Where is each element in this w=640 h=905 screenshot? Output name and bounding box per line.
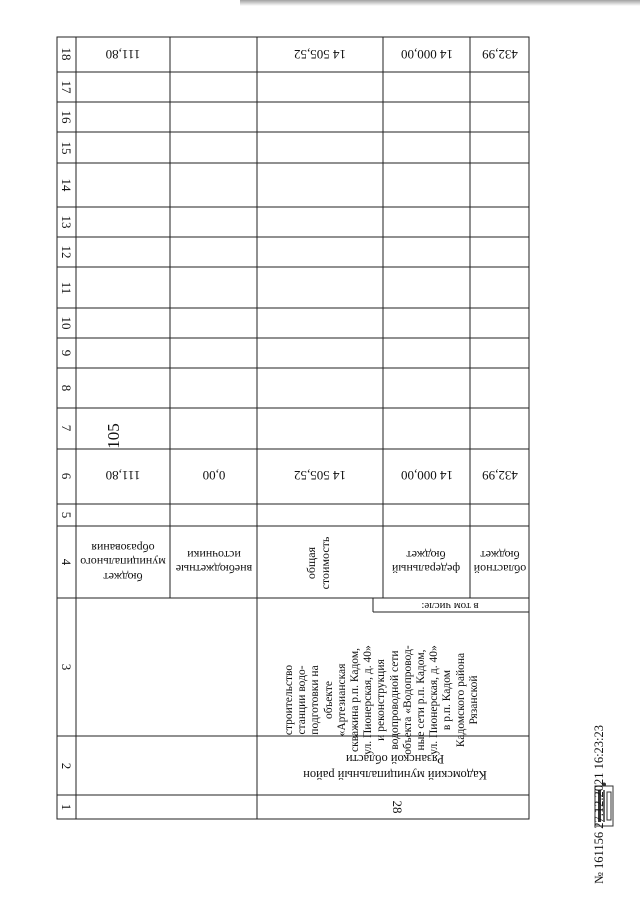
value-col6-regional: 432,99 — [482, 467, 518, 483]
column-number: 11 — [58, 281, 74, 295]
funding-source-regional: областной бюджет — [473, 548, 527, 577]
column-number: 7 — [58, 424, 74, 432]
column-number: 10 — [58, 316, 74, 330]
column-number: 13 — [58, 215, 74, 229]
value-col18-federal: 14 000,00 — [401, 46, 453, 62]
funding-source-extrabudget: внебюджетные источники — [175, 548, 253, 577]
value-col6-federal: 14 000,00 — [401, 467, 453, 483]
value-col18-regional: 432,99 — [482, 46, 518, 62]
funding-source-municipal: бюджет муниципального образования — [80, 540, 166, 584]
value-col6-municipal: 111,80 — [105, 467, 141, 483]
district-name: Кадомский муниципальный район Рязанской области — [303, 752, 487, 782]
column-number: 1 — [58, 803, 74, 811]
column-number: 6 — [58, 472, 74, 480]
column-number: 3 — [58, 663, 74, 671]
value-col6-total: 14 505,52 — [294, 467, 346, 483]
row-number: 28 — [389, 800, 405, 814]
column-number: 9 — [58, 349, 74, 357]
column-number: 4 — [58, 558, 74, 566]
column-number: 16 — [58, 110, 74, 124]
column-number: 12 — [58, 245, 74, 259]
funding-source-federal: федеральный бюджет — [391, 548, 461, 577]
value-col18-total: 14 505,52 — [294, 46, 346, 62]
registration-stamp: № 161156 27.12.2021 16:23:23 — [592, 724, 606, 884]
column-number: 14 — [58, 178, 74, 192]
column-number: 15 — [58, 141, 74, 155]
value-col6-extrabudget: 0,00 — [202, 467, 226, 483]
column-number: 8 — [58, 384, 74, 392]
project-description: строительство станции водо- подготовки на объекте «Артезианская скважина р.п. Кадом, ул. Пионерская, д. 40» и реконструкция водопроводной сети объекта «Водопровод- ные сети р.п. Кадом, ул. Пионерская, д. 40» в р.п. Кадом Кадомского района Рязанской — [282, 645, 480, 755]
page-number: 105 — [104, 423, 123, 449]
funding-source-total: общая стоимость — [303, 536, 332, 590]
column-number: 2 — [58, 762, 74, 770]
in-total-label: в том числе: — [421, 600, 479, 613]
column-number: 17 — [58, 80, 74, 94]
value-col18-municipal: 111,80 — [105, 46, 141, 62]
column-number: 5 — [58, 511, 74, 519]
column-number: 18 — [58, 47, 74, 61]
